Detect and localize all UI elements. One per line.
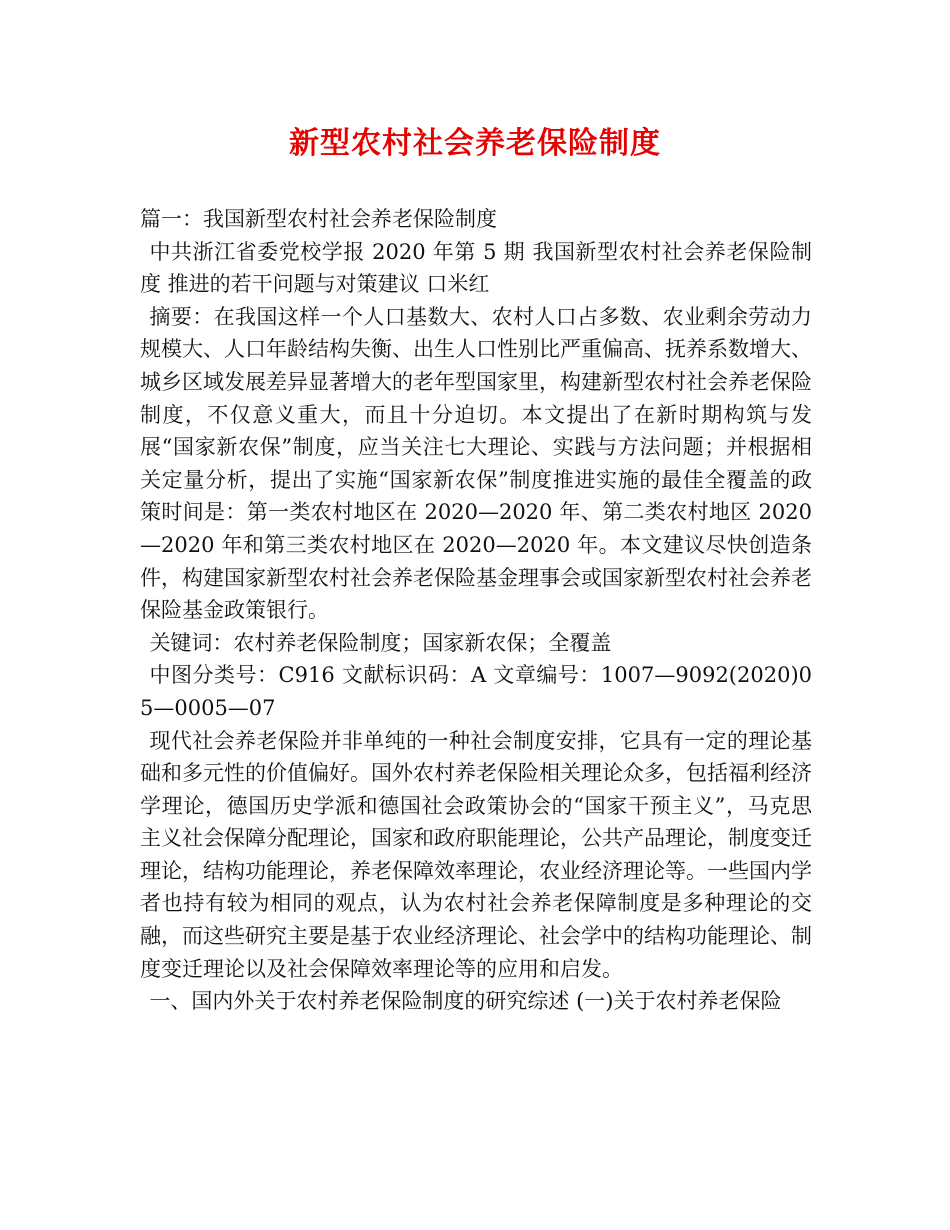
paragraph-abstract: 摘要：在我国这样一个人口基数大、农村人口占多数、农业剩余劳动力规模大、人口年龄结构失衡、出生人口性别比严重偏高、抚养系数增大、城乡区域发展差异显著增大的老年型国家里，构建新型农村社会养老保险制度，不仅意义重大，而且十分迫切。本文提出了在新时期构筑与发展“国家新农保”制度，应当关注七大理论、实践与方法问题；并根据相关定量分析，提出了实施“国家新农保”制度推进实施的最佳全覆盖的政策时间是：第一类农村地区在 2020—2020 年、第二类农村地区 2020—2020 年和第三类农村地区在 2020—2020 年。本文建议尽快创造条件，构建国家新型农村社会养老保险基金理事会或国家新型农村社会养老保险基金政策银行。 <box>140 304 812 623</box>
paragraph-section-heading: 一、国内外关于农村养老保险制度的研究综述 (一)关于农村养老保险 <box>149 989 782 1014</box>
document-body <box>140 203 812 1018</box>
paragraph-body: 现代社会养老保险并非单纯的一种社会制度安排，它具有一定的理论基础和多元性的价值偏好。国外农村养老保险相关理论众多，包括福利经济学理论，德国历史学派和德国社会政策协会的“国家干预主义”，马克思主义社会保障分配理论，国家和政府职能理论，公共产品理论，制度变迁理论，结构功能理论，养老保障效率理论，农业经济理论等。一些国内学者也持有较为相同的观点，认为农村社会养老保障制度是多种理论的交融，而这些研究主要是基于农业经济理论、社会学中的结构功能理论、制度变迁理论以及社会保障效率理论等的应用和启发。 <box>140 728 812 981</box>
paragraph-classification: 中图分类号：C916 文献标识码：A 文章编号：1007—9092(2020)05—0005—07 <box>140 663 812 720</box>
document-title: 新型农村社会养老保险制度 <box>289 126 661 161</box>
paragraph-keywords: 关键词：农村养老保险制度；国家新农保；全覆盖 <box>149 630 612 655</box>
paragraph-source: 中共浙江省委党校学报 2020 年第 5 期 我国新型农村社会养老保险制度 推进的若干问题与对策建议 口米红 <box>140 239 812 297</box>
paragraph-heading: 篇一：我国新型农村社会养老保险制度 <box>140 207 497 231</box>
